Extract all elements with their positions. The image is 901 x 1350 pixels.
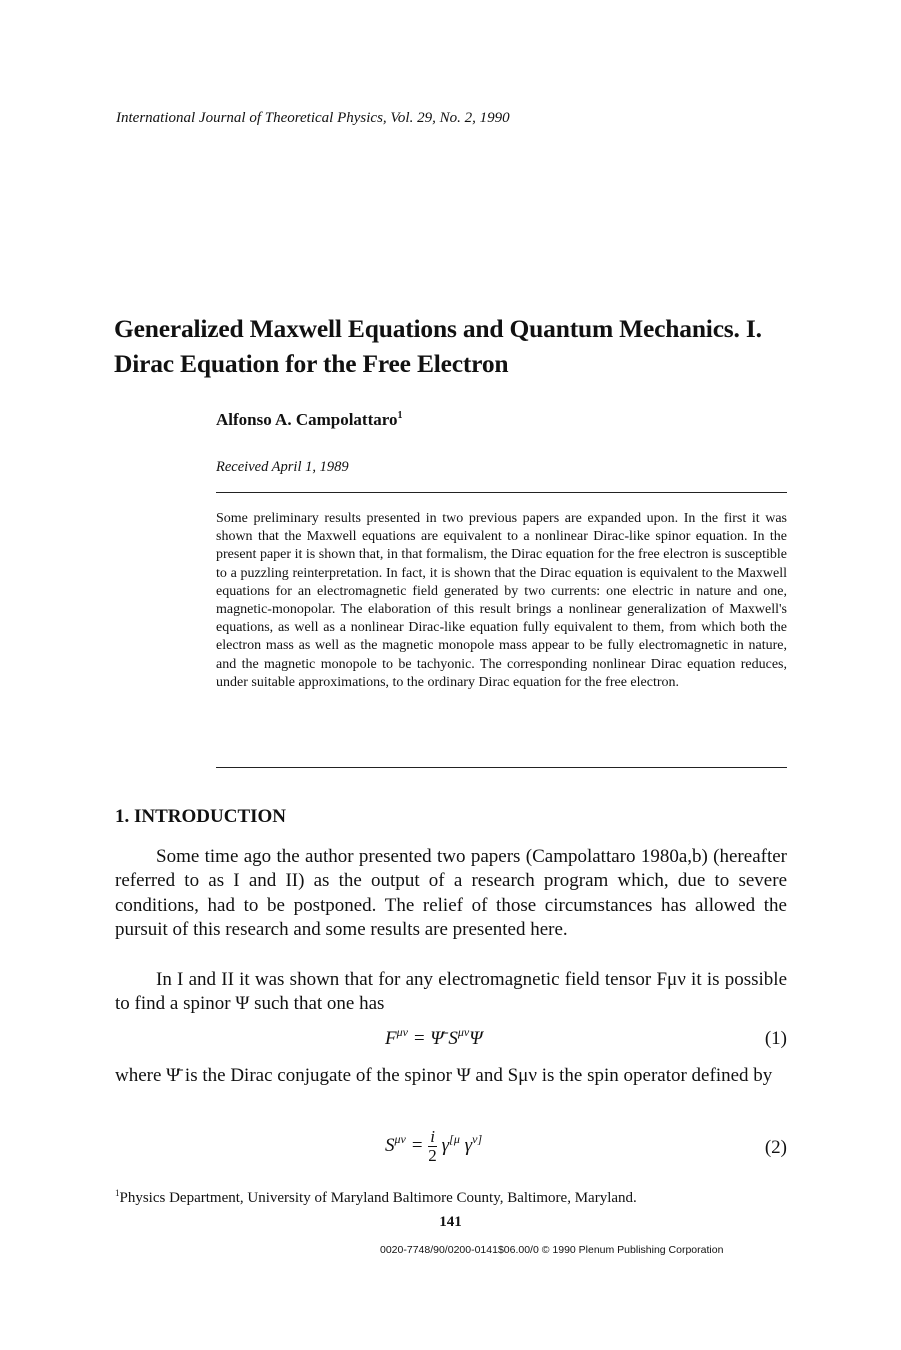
abstract-bottom-rule bbox=[216, 767, 787, 768]
section-heading: 1. INTRODUCTION bbox=[115, 806, 287, 827]
author-footnote-mark: 1 bbox=[397, 410, 403, 421]
page-number: 141 bbox=[439, 1214, 462, 1230]
intro-paragraph-3-text: where Ψ̄ is the Dirac conjugate of the spinor Ψ and Sμν is the spin operator defined by bbox=[115, 1065, 773, 1086]
intro-paragraph-1 bbox=[115, 845, 787, 943]
equation-2-number: (2) bbox=[764, 1137, 787, 1158]
intro-paragraph-2 bbox=[115, 968, 787, 1017]
intro-paragraph-1-text: Some time ago the author presented two papers (Campolattaro 1980a,b) (hereafter referred to as I and II) as the output of a research program which, due to severe conditions, had to be postponed. The relief of those circumstances has allowed the pursuit of this research and some results are presented here. bbox=[115, 846, 787, 941]
received-date: Received April 1, 1989 bbox=[216, 459, 349, 475]
abstract-top-rule bbox=[216, 492, 787, 493]
footnote-mark: 1 bbox=[115, 1188, 120, 1198]
journal-citation: International Journal of Theoretical Physics, Vol. 29, No. 2, 1990 bbox=[116, 110, 510, 126]
equation-2 bbox=[115, 1126, 787, 1176]
equation-2-fraction: $\frac{i}{2}$ bbox=[428, 1127, 437, 1165]
intro-paragraph-2-text: In I and II it was shown that for any electromagnetic field tensor Fμν it is possible to find a spinor Ψ such that one has bbox=[115, 969, 787, 1015]
copyright-line: 0020-7748/90/0200-0141$06.00/0 © 1990 Plenum Publishing Corporation bbox=[380, 1244, 724, 1256]
intro-paragraph-3 bbox=[115, 1064, 787, 1088]
author-line bbox=[216, 410, 403, 430]
equation-1 bbox=[115, 1025, 787, 1054]
abstract-text: Some preliminary results presented in two previous papers are expanded upon. In the first it was shown that the Maxwell equations are equivalent to a nonlinear Dirac-like spinor equation. In the present paper it is shown that, in that formalism, the Dirac equation for the free electron is susceptible to a puzzling reinterpretation. In fact, it is shown that the Dirac equation is equivalent to the Maxwell equations for an electromagnetic field generated by two currents: one electric in nature and one, magnetic-monopolar. The elaboration of this result brings a nonlinear generalization of Maxwell's equations, as well as a nonlinear Dirac-like equation fully equivalent to them, from which both the electron mass as well as the magnetic monopole mass appear to be fully electromagnetic in nature, and the magnetic monopole to be tachyonic. The corresponding nonlinear Dirac equation reduces, under suitable approximations, to the ordinary Dirac equation for the free electron. bbox=[216, 511, 787, 690]
footnote-text: Physics Department, University of Maryland Baltimore County, Baltimore, Maryland. bbox=[119, 1190, 637, 1206]
equation-1-number: (1) bbox=[764, 1028, 787, 1049]
footnote bbox=[115, 1190, 637, 1207]
equation-1-expression: $F^{\mu\nu}$ = Ψ̄ $S^{\mu\nu}\Psi$ bbox=[385, 1025, 483, 1049]
article-title: Generalized Maxwell Equations and Quantum Mechanics. I. Dirac Equation for the Free Electron bbox=[114, 314, 762, 378]
equation-2-expression: $S^{\mu\nu}$ = $\frac{i}{2}$ $\gamma^{[\mu}$ $\gamma^{\nu]}$ bbox=[385, 1127, 483, 1165]
author-name: Alfonso A. Campolattaro bbox=[216, 410, 398, 429]
